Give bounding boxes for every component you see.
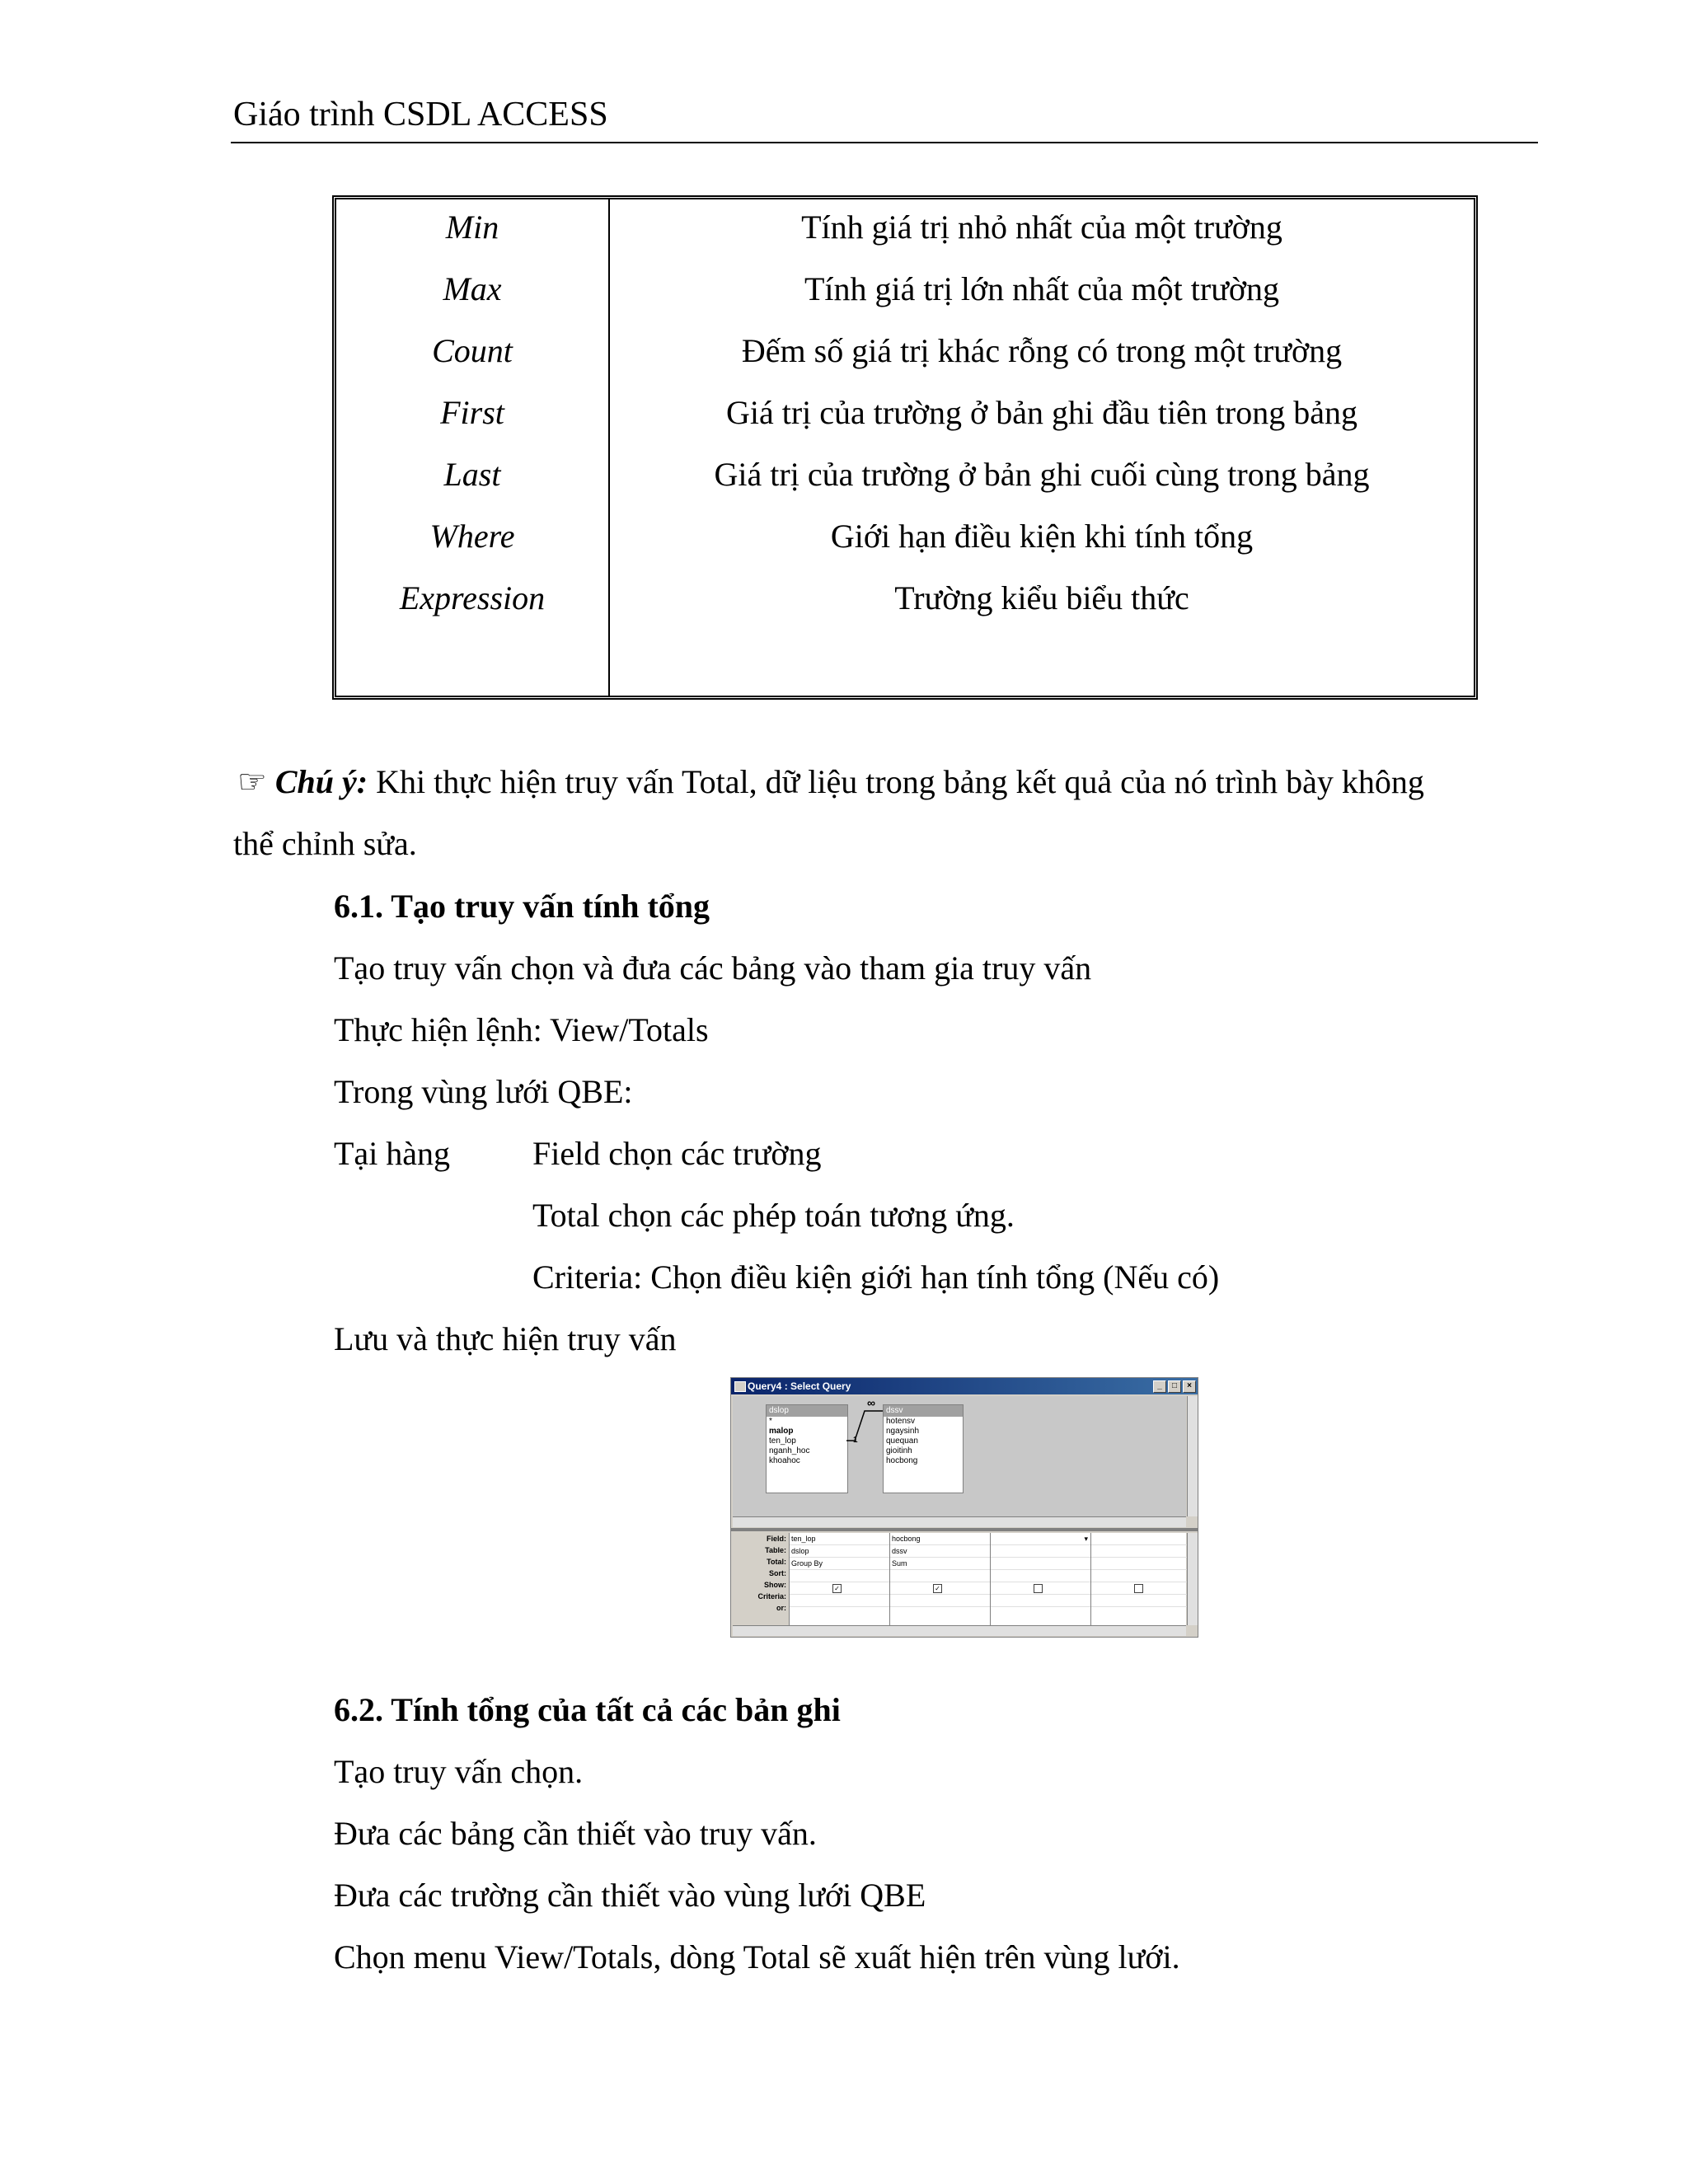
- grid-vertical-scrollbar[interactable]: [1187, 1533, 1198, 1625]
- function-name: First: [440, 394, 504, 431]
- close-button[interactable]: ×: [1183, 1380, 1196, 1393]
- grid-sort-cell[interactable]: [991, 1570, 1091, 1582]
- paragraph: Thực hiện lệnh: View/Totals: [334, 1011, 709, 1048]
- grid-column[interactable]: [990, 1533, 1091, 1625]
- grid-sort-cell[interactable]: [790, 1570, 890, 1582]
- field-item[interactable]: gioitinh: [886, 1446, 912, 1455]
- table-pane: [733, 1396, 1186, 1516]
- table-row: [336, 579, 1474, 640]
- grid-label: or:: [776, 1604, 786, 1612]
- grid-column[interactable]: [789, 1533, 890, 1625]
- grid-table-cell[interactable]: [991, 1545, 1091, 1558]
- paragraph: Lưu và thực hiện truy vấn: [334, 1320, 677, 1357]
- grid-label: Field:: [767, 1535, 786, 1543]
- grid-column[interactable]: [1090, 1533, 1189, 1625]
- table-row: [336, 517, 1474, 579]
- table-name: dslop: [767, 1405, 847, 1417]
- grid-field-cell[interactable]: [991, 1533, 1091, 1545]
- paragraph: Field chọn các trường: [532, 1135, 822, 1172]
- function-description: Tính giá trị nhỏ nhất của một trường: [801, 209, 1282, 246]
- paragraph: Total chọn các phép toán tương ứng.: [532, 1197, 1015, 1234]
- grid-row-labels: [733, 1533, 789, 1625]
- horizontal-scrollbar[interactable]: [733, 1516, 1186, 1527]
- grid-label: Total:: [767, 1558, 786, 1566]
- vertical-scrollbar[interactable]: [1187, 1396, 1198, 1516]
- show-checkbox[interactable]: [1134, 1584, 1143, 1593]
- field-item[interactable]: hotensv: [886, 1417, 916, 1426]
- field-item[interactable]: khoahoc: [769, 1456, 800, 1465]
- field-item[interactable]: nganh_hoc: [769, 1446, 810, 1455]
- grid-column[interactable]: [889, 1533, 991, 1625]
- show-checkbox[interactable]: [1034, 1584, 1043, 1593]
- function-description: Tính giá trị lớn nhất của một trường: [804, 270, 1280, 307]
- grid-show-cell[interactable]: [790, 1582, 890, 1595]
- paragraph: Criteria: Chọn điều kiện giới hạn tính tổng (Nếu có): [532, 1258, 1220, 1296]
- grid-field-cell[interactable]: [1091, 1533, 1189, 1545]
- grid-field-cell[interactable]: ten_lop: [790, 1533, 890, 1545]
- function-name: Expression: [399, 579, 546, 616]
- grid-label: Sort:: [769, 1569, 786, 1577]
- table-row: [336, 331, 1474, 393]
- query-design-window: [730, 1377, 1198, 1638]
- show-checkbox[interactable]: ✓: [933, 1584, 942, 1593]
- grid-sort-cell[interactable]: [1091, 1570, 1189, 1582]
- header-rule: [231, 142, 1538, 143]
- maximize-button[interactable]: □: [1168, 1380, 1181, 1393]
- grid-sort-cell[interactable]: [890, 1570, 991, 1582]
- grid-show-cell[interactable]: [890, 1582, 991, 1595]
- field-item[interactable]: *: [769, 1417, 772, 1426]
- grid-criteria-cell[interactable]: [991, 1595, 1091, 1607]
- table-row: [336, 208, 1474, 269]
- paragraph: Tạo truy vấn chọn.: [334, 1753, 584, 1790]
- function-description: Giá trị của trường ở bản ghi cuối cùng trong bảng: [714, 456, 1370, 493]
- field-item[interactable]: quequan: [886, 1436, 918, 1446]
- grid-table-cell[interactable]: [1091, 1545, 1189, 1558]
- function-description: Đếm số giá trị khác rỗng có trong một trường: [741, 332, 1343, 369]
- row-label: Tại hàng: [334, 1135, 451, 1172]
- field-item[interactable]: hocbong: [886, 1456, 918, 1465]
- table-name: dssv: [884, 1405, 963, 1417]
- grid-label: Table:: [765, 1546, 786, 1554]
- page-header: Giáo trình CSDL ACCESS: [233, 96, 608, 134]
- show-checkbox[interactable]: ✓: [832, 1584, 842, 1593]
- table-box-dslop[interactable]: [766, 1404, 848, 1493]
- grid-criteria-cell[interactable]: [790, 1595, 890, 1607]
- function-description: Trường kiểu biểu thức: [894, 579, 1189, 616]
- join-one-label: 1: [853, 1436, 858, 1445]
- note-text: Khi thực hiện truy vấn Total, dữ liệu trong bảng kết quả của nó trình bày không: [368, 763, 1424, 800]
- join-line: [846, 1404, 883, 1454]
- function-name: Min: [445, 209, 499, 246]
- field-item[interactable]: malop: [769, 1427, 794, 1436]
- qbe-grid: [733, 1533, 1186, 1625]
- table-box-dssv[interactable]: [883, 1404, 964, 1493]
- grid-criteria-cell[interactable]: [1091, 1595, 1189, 1607]
- minimize-button[interactable]: _: [1153, 1380, 1166, 1393]
- grid-table-cell[interactable]: dssv: [890, 1545, 991, 1558]
- grid-show-cell[interactable]: [1091, 1582, 1189, 1595]
- pane-splitter[interactable]: [731, 1528, 1198, 1531]
- dropdown-arrow-icon[interactable]: ▾: [1084, 1535, 1088, 1543]
- grid-field-cell[interactable]: hocbong: [890, 1533, 991, 1545]
- field-item[interactable]: ngaysinh: [886, 1427, 920, 1436]
- grid-total-cell[interactable]: [1091, 1558, 1189, 1570]
- window-title: Query4 : Select Query: [748, 1380, 851, 1392]
- functions-table: [332, 195, 1478, 700]
- window-titlebar: [731, 1378, 1198, 1394]
- grid-label: Criteria:: [757, 1592, 786, 1601]
- function-description: Giới hạn điều kiện khi tính tổng: [830, 518, 1254, 555]
- section-heading-6-2: 6.2. Tính tổng của tất cả các bản ghi: [334, 1691, 841, 1728]
- function-description: Giá trị của trường ở bản ghi đầu tiên trong bảng: [725, 394, 1357, 431]
- function-name: Where: [429, 518, 515, 555]
- section-heading-6-1: 6.1. Tạo truy vấn tính tổng: [334, 888, 710, 925]
- query-window-icon: [734, 1381, 746, 1392]
- grid-horizontal-scrollbar[interactable]: [733, 1625, 1186, 1636]
- grid-total-cell[interactable]: Sum: [890, 1558, 991, 1570]
- paragraph: Đưa các bảng cần thiết vào truy vấn.: [334, 1815, 817, 1852]
- function-name: Count: [432, 332, 513, 369]
- paragraph: Chọn menu View/Totals, dòng Total sẽ xuất hiện trên vùng lưới.: [334, 1938, 1180, 1975]
- paragraph: Tạo truy vấn chọn và đưa các bảng vào tham gia truy vấn: [334, 949, 1092, 987]
- note-label: Chú ý:: [274, 763, 368, 800]
- table-row: [336, 393, 1474, 455]
- field-item[interactable]: ten_lop: [769, 1436, 796, 1446]
- note-paragraph: [237, 763, 1424, 800]
- grid-table-cell[interactable]: dslop: [790, 1545, 890, 1558]
- note-text-continued: thể chỉnh sửa.: [233, 825, 417, 862]
- join-many-label: ∞: [867, 1396, 875, 1409]
- grid-total-cell[interactable]: Group By: [790, 1558, 890, 1570]
- paragraph: Trong vùng lưới QBE:: [334, 1073, 633, 1110]
- function-name: Max: [443, 270, 502, 307]
- grid-label: Show:: [764, 1581, 786, 1589]
- grid-show-cell[interactable]: [991, 1582, 1091, 1595]
- grid-total-cell[interactable]: [991, 1558, 1091, 1570]
- table-row: [336, 269, 1474, 331]
- pointing-hand-icon: ☞: [237, 763, 267, 800]
- grid-criteria-cell[interactable]: [890, 1595, 991, 1607]
- paragraph: Đưa các trường cần thiết vào vùng lưới QBE: [334, 1877, 926, 1914]
- function-name: Last: [443, 456, 501, 493]
- table-row: [336, 455, 1474, 517]
